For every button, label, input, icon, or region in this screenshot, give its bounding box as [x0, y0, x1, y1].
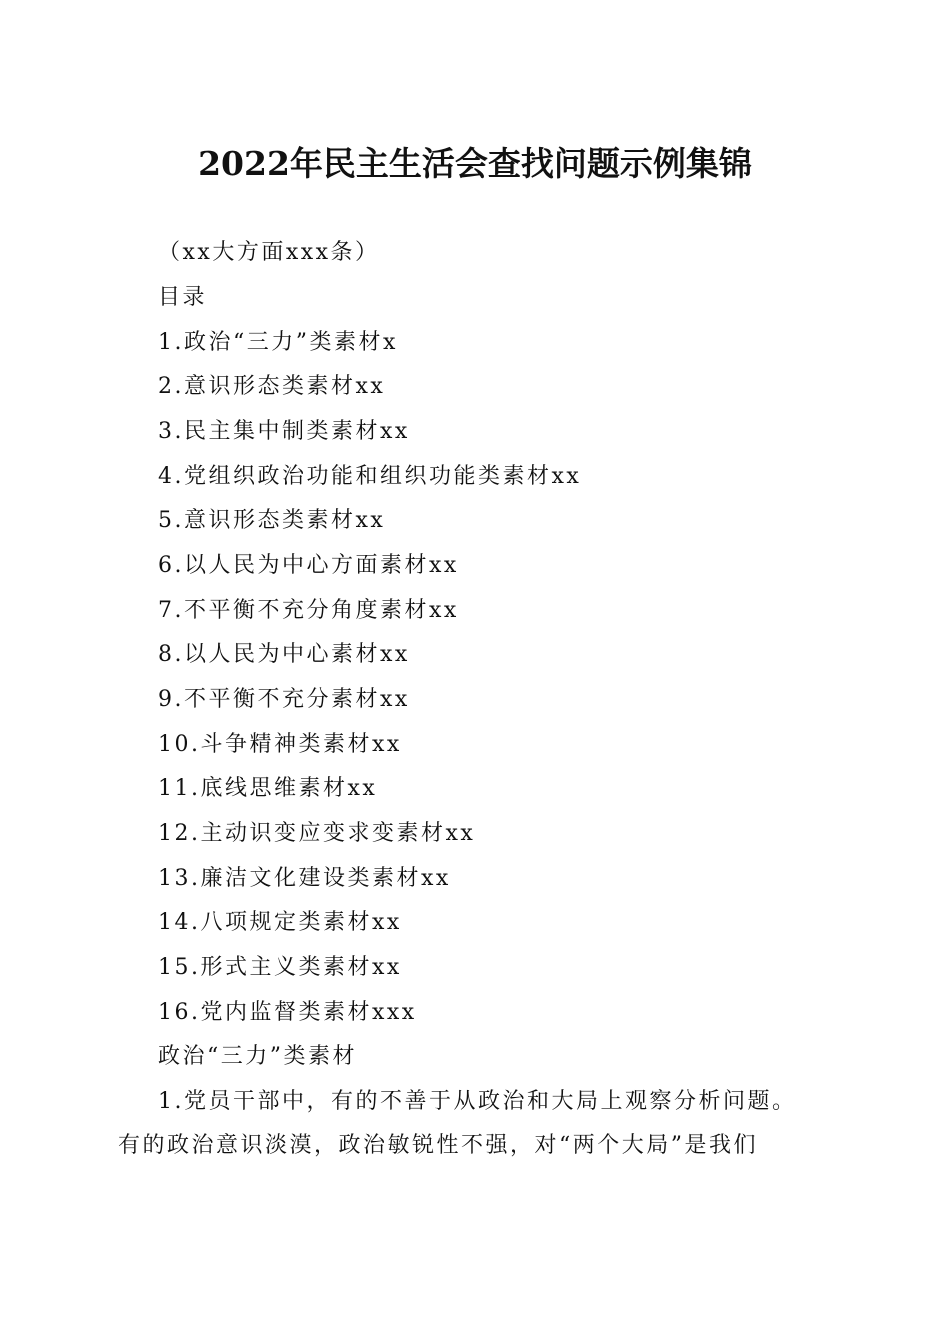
toc-item: 12.主动识变应变求变素材xx	[158, 821, 476, 846]
toc-item: 14.八项规定类素材xx	[158, 910, 402, 935]
toc-item: 7.不平衡不充分角度素材xx	[158, 598, 459, 623]
toc-item: 15.形式主义类素材xx	[158, 955, 402, 980]
toc-item: 8.以人民为中心素材xx	[158, 642, 410, 667]
toc-item: 6.以人民为中心方面素材xx	[158, 553, 459, 578]
toc-item: 16.党内监督类素材xxx	[158, 1000, 417, 1025]
toc-item: 4.党组织政治功能和组织功能类素材xx	[158, 464, 582, 489]
paragraph-line: 1.党员干部中，有的不善于从政治和大局上观察分析问题。	[158, 1089, 797, 1114]
paragraph-line: 有的政治意识淡漠，政治敏锐性不强，对“两个大局”是我们	[118, 1133, 758, 1158]
toc-item: 13.廉洁文化建设类素材xx	[158, 866, 451, 891]
toc-item: 9.不平衡不充分素材xx	[158, 687, 410, 712]
toc-item: 10.斗争精神类素材xx	[158, 732, 402, 757]
document-title: 2022年民主生活会查找问题示例集锦	[198, 144, 752, 183]
toc-item: 11.底线思维素材xx	[158, 776, 378, 801]
toc-item: 5.意识形态类素材xx	[158, 508, 386, 533]
toc-item: 2.意识形态类素材xx	[158, 374, 386, 399]
document-subtitle: （xx大方面xxx条）	[158, 240, 380, 265]
toc-item: 3.民主集中制类素材xx	[158, 419, 410, 444]
section-heading: 政治“三力”类素材	[158, 1044, 357, 1069]
toc-item: 1.政治“三力”类素材x	[158, 330, 398, 355]
toc-heading: 目录	[158, 285, 208, 310]
